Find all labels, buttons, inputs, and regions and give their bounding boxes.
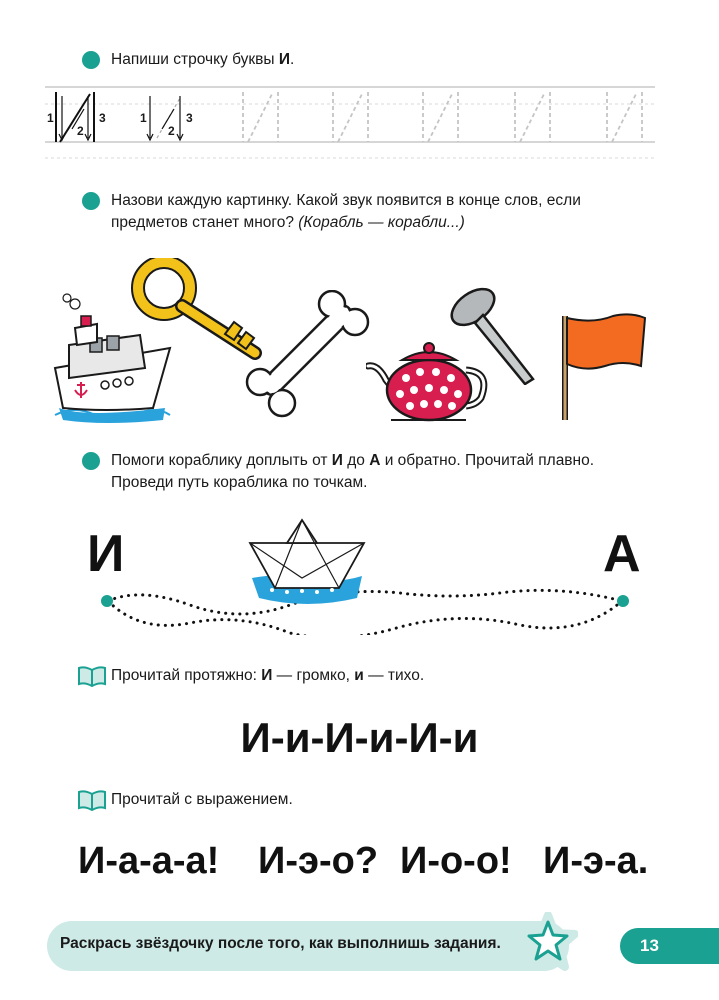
path-end-letter: А [603,525,641,583]
stroke-number: 1 [47,111,54,125]
star-icon[interactable] [518,912,578,972]
stroke-number: 3 [186,111,193,125]
task-bullet [82,51,100,69]
stroke-number: 2 [77,124,84,138]
task-3-instruction: Помоги кораблику доплыть от И до А и обратно. Прочитай плавно. Проведи путь кораблика по точкам. [111,452,595,491]
stroke-number: 2 [168,124,175,138]
read-item: И-э-а. [543,840,649,882]
page-number-tab [620,928,719,964]
stroke-number: 1 [140,111,147,125]
read-line-1: И-и-И-и-И-и [240,714,479,761]
bone-picture [242,290,377,420]
book-icon [77,665,107,687]
read-item: И-э-о? [258,840,379,882]
task-bullet [82,192,100,210]
page-number: 13 [640,936,659,955]
book-icon [77,789,107,811]
stroke-number: 3 [99,111,106,125]
task-1-instruction: Напиши строчку буквы И. [111,51,295,68]
task-2-example: (Корабль — корабли...) [298,214,465,231]
paper-boat-picture [247,518,367,613]
task-bullet [82,452,100,470]
footer-text: Раскрась звёздочку после того, как выполнишь задания. [60,935,501,952]
task-4-instruction: Прочитай протяжно: И — громко, и — тихо. [111,667,425,684]
read-item: И-о-о! [400,840,512,882]
writing-practice-lines[interactable] [0,84,719,164]
flag-picture [553,308,653,423]
nail-picture [445,285,545,385]
path-start-letter: И [87,525,125,583]
task-5-instruction: Прочитай с выражением. [111,791,293,808]
task-2-instruction: Назови каждую картинку. Какой звук появится в конце слов, если предметов станет много? (Корабль — корабли...) [111,192,581,231]
read-item: И-а-а-а! [78,840,220,882]
